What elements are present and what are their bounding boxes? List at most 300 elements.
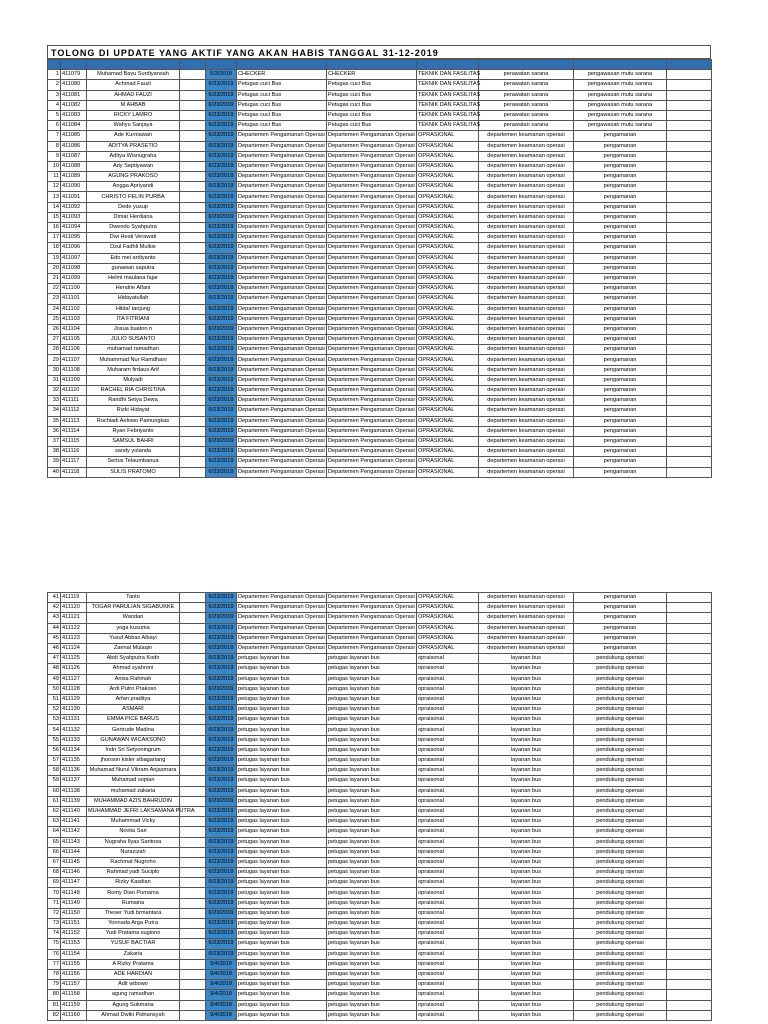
table-row xyxy=(48,939,712,949)
cell-join-date: 6/23/2019 xyxy=(206,467,237,477)
cell-direktorat: opraisonal xyxy=(417,898,479,908)
cell-status xyxy=(667,172,712,182)
cell-no: 25 xyxy=(48,314,61,324)
col-header-jabatan-pajak xyxy=(237,60,327,70)
cell-join-date: 6/23/2019 xyxy=(206,243,237,253)
cell-no: 12 xyxy=(48,182,61,192)
cell-nip-lama xyxy=(180,284,206,294)
table-row xyxy=(48,857,712,867)
cell-nama: MUHAMMAD AZIS BAHRUDIN xyxy=(87,796,180,806)
cell-nip-lama xyxy=(180,121,206,131)
cell-jabatan-pajak: Departemen Pengamanan Operasi xyxy=(237,253,327,263)
cell-nip-lama xyxy=(180,674,206,684)
cell-direktorat: opraisonal xyxy=(417,694,479,704)
cell-unit: pendukung operasi xyxy=(574,929,667,939)
cell-nip-lama xyxy=(180,131,206,141)
cell-nip-lama xyxy=(180,623,206,633)
cell-unit: pengamanan xyxy=(574,314,667,324)
cell-nama: Yonnada Arga Putra xyxy=(87,919,180,929)
cell-no: 18 xyxy=(48,243,61,253)
cell-status xyxy=(667,324,712,334)
col-header-direktorat xyxy=(417,60,479,70)
table-row xyxy=(48,426,712,436)
cell-no: 60 xyxy=(48,786,61,796)
cell-status xyxy=(667,294,712,304)
cell-nama: Dede yusup xyxy=(87,202,180,212)
table-row xyxy=(48,725,712,735)
cell-departemen: departemen keamanan operasi xyxy=(479,161,574,171)
cell-departemen: layanan bus xyxy=(479,908,574,918)
cell-nip: 411090 xyxy=(61,182,87,192)
cell-jabatan-pajak: Petugas cuci Bus xyxy=(237,100,327,110)
cell-unit: pendukung operasi xyxy=(574,857,667,867)
cell-direktorat: opraisonal xyxy=(417,684,479,694)
cell-jabatan-pajak: Departemen Pengamanan Operasi xyxy=(237,355,327,365)
cell-status xyxy=(667,1000,712,1010)
cell-join-date: 6/23/2019 xyxy=(206,365,237,375)
cell-direktorat: OPRASIONAL xyxy=(417,375,479,385)
cell-join-date: 6/23/2019 xyxy=(206,121,237,131)
table-row xyxy=(48,161,712,171)
cell-join-date: 6/23/2019 xyxy=(206,949,237,959)
cell-status xyxy=(667,100,712,110)
cell-jabatan-pajak: Departemen Pengamanan Operasi xyxy=(237,613,327,623)
cell-no: 54 xyxy=(48,725,61,735)
table-row xyxy=(48,735,712,745)
cell-departemen: layanan bus xyxy=(479,684,574,694)
cell-nip: 411083 xyxy=(61,110,87,120)
cell-no: 81 xyxy=(48,1000,61,1010)
cell-nip: 411115 xyxy=(61,436,87,446)
cell-join-date: 9/4/2019 xyxy=(206,990,237,1000)
cell-departemen: departemen keamanan operasi xyxy=(479,406,574,416)
cell-nip-lama xyxy=(180,223,206,233)
cell-jabatan: petugas layanan bus xyxy=(327,1000,417,1010)
cell-nip: 411105 xyxy=(61,335,87,345)
cell-jabatan-pajak: petugas layanan bus xyxy=(237,939,327,949)
cell-jabatan: petugas layanan bus xyxy=(327,939,417,949)
cell-nama: EMMA PICE BARUS xyxy=(87,715,180,725)
cell-no: 39 xyxy=(48,457,61,467)
cell-departemen: departemen keamanan operasi xyxy=(479,365,574,375)
cell-direktorat: TEKNIK DAN FASILITAS xyxy=(417,80,479,90)
cell-nip-lama xyxy=(180,212,206,222)
cell-unit: pengamanan xyxy=(574,603,667,613)
cell-join-date: 9/4/2019 xyxy=(206,1010,237,1020)
cell-nip-lama xyxy=(180,345,206,355)
cell-nip: 411160 xyxy=(61,1010,87,1020)
cell-nip-lama xyxy=(180,980,206,990)
cell-direktorat: OPRASIONAL xyxy=(417,633,479,643)
cell-unit: pengamanan xyxy=(574,294,667,304)
cell-jabatan-pajak: petugas layanan bus xyxy=(237,949,327,959)
cell-status xyxy=(667,355,712,365)
cell-departemen: departemen keamanan operasi xyxy=(479,593,574,603)
cell-jabatan: Departemen Pengamanan Operasi xyxy=(327,192,417,202)
cell-nama: Hilda! tanjung xyxy=(87,304,180,314)
col-header-no xyxy=(48,60,61,70)
cell-direktorat: opraisonal xyxy=(417,847,479,857)
cell-no: 49 xyxy=(48,674,61,684)
cell-join-date: 6/23/2019 xyxy=(206,426,237,436)
cell-nip-lama xyxy=(180,263,206,273)
cell-jabatan-pajak: Departemen Pengamanan Operasi xyxy=(237,396,327,406)
cell-jabatan: Departemen Pengamanan Operasi xyxy=(327,141,417,151)
col-header-nama xyxy=(87,60,180,70)
cell-departemen: departemen keamanan operasi xyxy=(479,436,574,446)
cell-unit: pendukung operasi xyxy=(574,990,667,1000)
table-row xyxy=(48,386,712,396)
cell-jabatan-pajak: petugas layanan bus xyxy=(237,684,327,694)
table-row xyxy=(48,817,712,827)
cell-join-date: 6/23/2019 xyxy=(206,396,237,406)
cell-nip-lama xyxy=(180,969,206,979)
cell-nip: 411107 xyxy=(61,355,87,365)
cell-jabatan-pajak: petugas layanan bus xyxy=(237,898,327,908)
cell-no: 7 xyxy=(48,131,61,141)
cell-nip: 411132 xyxy=(61,725,87,735)
cell-unit: pendukung operasi xyxy=(574,898,667,908)
cell-nama: Romy Dian Pumama xyxy=(87,888,180,898)
cell-status xyxy=(667,868,712,878)
cell-nama: Zaenal Mulaqin xyxy=(87,643,180,653)
cell-status xyxy=(667,674,712,684)
cell-jabatan-pajak: Departemen Pengamanan Operasi xyxy=(237,202,327,212)
cell-nip-lama xyxy=(180,949,206,959)
cell-join-date: 6/23/2019 xyxy=(206,324,237,334)
cell-no: 43 xyxy=(48,613,61,623)
cell-departemen: layanan bus xyxy=(479,776,574,786)
cell-unit: pengamanan xyxy=(574,467,667,477)
cell-nip: 411121 xyxy=(61,613,87,623)
cell-status xyxy=(667,705,712,715)
cell-jabatan-pajak: petugas layanan bus xyxy=(237,806,327,816)
cell-status xyxy=(667,878,712,888)
cell-jabatan-pajak: petugas layanan bus xyxy=(237,786,327,796)
cell-nip-lama xyxy=(180,172,206,182)
cell-unit: pendukung operasi xyxy=(574,715,667,725)
cell-jabatan-pajak: petugas layanan bus xyxy=(237,837,327,847)
cell-no: 63 xyxy=(48,817,61,827)
cell-unit: pendukung operasi xyxy=(574,654,667,664)
cell-join-date: 6/23/2019 xyxy=(206,654,237,664)
cell-direktorat: opraisonal xyxy=(417,939,479,949)
cell-jabatan-pajak: Departemen Pengamanan Operasi xyxy=(237,263,327,273)
cell-nip-lama xyxy=(180,365,206,375)
cell-nip: 411100 xyxy=(61,284,87,294)
cell-nip-lama xyxy=(180,192,206,202)
cell-nip: 411079 xyxy=(61,70,87,80)
cell-status xyxy=(667,939,712,949)
cell-departemen: departemen keamanan operasi xyxy=(479,304,574,314)
cell-no: 28 xyxy=(48,345,61,355)
cell-nip: 411145 xyxy=(61,857,87,867)
cell-jabatan: Departemen Pengamanan Operasi xyxy=(327,284,417,294)
table-row xyxy=(48,633,712,643)
cell-nip: 411089 xyxy=(61,172,87,182)
table-row xyxy=(48,664,712,674)
cell-nip: 411129 xyxy=(61,694,87,704)
cell-direktorat: OPRASIONAL xyxy=(417,324,479,334)
table-row xyxy=(48,314,712,324)
cell-direktorat: OPRASIONAL xyxy=(417,355,479,365)
table-row xyxy=(48,796,712,806)
cell-nama: ITA FITRIANI xyxy=(87,314,180,324)
cell-jabatan-pajak: CHECKER xyxy=(237,70,327,80)
cell-status xyxy=(667,959,712,969)
cell-nip: 411136 xyxy=(61,766,87,776)
cell-nip-lama xyxy=(180,878,206,888)
cell-direktorat: OPRASIONAL xyxy=(417,192,479,202)
cell-direktorat: OPRASIONAL xyxy=(417,345,479,355)
cell-jabatan: Departemen Pengamanan Operasi xyxy=(327,263,417,273)
cell-no: 50 xyxy=(48,684,61,694)
cell-unit: pengamanan xyxy=(574,416,667,426)
cell-status xyxy=(667,202,712,212)
cell-jabatan-pajak: Departemen Pengamanan Operasi xyxy=(237,436,327,446)
cell-jabatan: petugas layanan bus xyxy=(327,888,417,898)
cell-jabatan: Departemen Pengamanan Operasi xyxy=(327,633,417,643)
cell-nip-lama xyxy=(180,603,206,613)
cell-join-date: 6/23/2019 xyxy=(206,664,237,674)
cell-status xyxy=(667,898,712,908)
cell-direktorat: OPRASIONAL xyxy=(417,603,479,613)
cell-nama: Rizky Kasdian xyxy=(87,878,180,888)
table-row xyxy=(48,603,712,613)
cell-jabatan-pajak: petugas layanan bus xyxy=(237,908,327,918)
cell-nama: Ady Septiyawan xyxy=(87,161,180,171)
cell-no: 70 xyxy=(48,888,61,898)
cell-jabatan: Departemen Pengamanan Operasi xyxy=(327,467,417,477)
cell-departemen: layanan bus xyxy=(479,817,574,827)
cell-join-date: 6/23/2019 xyxy=(206,837,237,847)
cell-join-date: 9/4/2019 xyxy=(206,969,237,979)
cell-join-date: 6/23/2019 xyxy=(206,416,237,426)
cell-jabatan-pajak: Departemen Pengamanan Operasi xyxy=(237,223,327,233)
cell-status xyxy=(667,1010,712,1020)
cell-jabatan: petugas layanan bus xyxy=(327,990,417,1000)
cell-jabatan-pajak: Departemen Pengamanan Operasi xyxy=(237,345,327,355)
table-row xyxy=(48,375,712,385)
cell-jabatan: Departemen Pengamanan Operasi xyxy=(327,457,417,467)
cell-nama: Theser Yudi brmantara xyxy=(87,908,180,918)
cell-status xyxy=(667,223,712,233)
cell-nip-lama xyxy=(180,929,206,939)
cell-direktorat: OPRASIONAL xyxy=(417,161,479,171)
cell-nip: 411125 xyxy=(61,654,87,664)
cell-nama: Agung Sukmana xyxy=(87,1000,180,1010)
cell-status xyxy=(667,603,712,613)
cell-status xyxy=(667,888,712,898)
cell-direktorat: OPRASIONAL xyxy=(417,457,479,467)
cell-nip-lama xyxy=(180,467,206,477)
table-body-page-1 xyxy=(48,70,712,478)
cell-departemen: layanan bus xyxy=(479,786,574,796)
cell-direktorat: opraisonal xyxy=(417,766,479,776)
cell-nip-lama xyxy=(180,908,206,918)
table-body-page-2 xyxy=(48,593,712,1021)
table-row xyxy=(48,467,712,477)
table-row xyxy=(48,396,712,406)
table-row xyxy=(48,929,712,939)
cell-unit: pendukung operasi xyxy=(574,745,667,755)
cell-jabatan: Departemen Pengamanan Operasi xyxy=(327,212,417,222)
cell-direktorat: OPRASIONAL xyxy=(417,284,479,294)
cell-nip-lama xyxy=(180,796,206,806)
cell-direktorat: OPRASIONAL xyxy=(417,263,479,273)
cell-status xyxy=(667,416,712,426)
cell-direktorat: OPRASIONAL xyxy=(417,223,479,233)
cell-unit: pengamanan xyxy=(574,613,667,623)
table-row xyxy=(48,766,712,776)
cell-departemen: departemen keamanan operasi xyxy=(479,633,574,643)
cell-no: 59 xyxy=(48,776,61,786)
cell-status xyxy=(667,386,712,396)
cell-nama: Abdi Syahputra Kodir xyxy=(87,654,180,664)
cell-jabatan: petugas layanan bus xyxy=(327,898,417,908)
cell-departemen: departemen keamanan operasi xyxy=(479,335,574,345)
cell-no: 8 xyxy=(48,141,61,151)
cell-unit: pendukung operasi xyxy=(574,847,667,857)
cell-direktorat: opraisonal xyxy=(417,878,479,888)
table-row xyxy=(48,365,712,375)
cell-status xyxy=(667,304,712,314)
cell-nip-lama xyxy=(180,406,206,416)
cell-nama: Indri Sri Setyoningrum xyxy=(87,745,180,755)
cell-status xyxy=(667,847,712,857)
cell-jabatan: petugas layanan bus xyxy=(327,745,417,755)
cell-jabatan-pajak: petugas layanan bus xyxy=(237,959,327,969)
cell-nama: muhamad zakaria xyxy=(87,786,180,796)
cell-nama: Hidayatullah xyxy=(87,294,180,304)
cell-unit: pengamanan xyxy=(574,436,667,446)
cell-no: 17 xyxy=(48,233,61,243)
table-row xyxy=(48,654,712,664)
cell-nip: 411149 xyxy=(61,898,87,908)
cell-nip: 411113 xyxy=(61,416,87,426)
cell-status xyxy=(667,908,712,918)
cell-departemen: departemen keamanan operasi xyxy=(479,212,574,222)
cell-jabatan-pajak: Departemen Pengamanan Operasi xyxy=(237,603,327,613)
cell-direktorat: opraisonal xyxy=(417,806,479,816)
cell-jabatan-pajak: Petugas cuci Bus xyxy=(237,110,327,120)
cell-join-date: 6/23/2019 xyxy=(206,202,237,212)
cell-nip-lama xyxy=(180,294,206,304)
cell-direktorat: OPRASIONAL xyxy=(417,396,479,406)
cell-jabatan: petugas layanan bus xyxy=(327,654,417,664)
cell-no: 68 xyxy=(48,868,61,878)
cell-jabatan: petugas layanan bus xyxy=(327,1010,417,1020)
cell-jabatan: petugas layanan bus xyxy=(327,806,417,816)
cell-nip-lama xyxy=(180,355,206,365)
cell-no: 29 xyxy=(48,355,61,365)
cell-join-date: 6/23/2019 xyxy=(206,603,237,613)
cell-nip-lama xyxy=(180,324,206,334)
cell-join-date: 6/23/2019 xyxy=(206,90,237,100)
cell-nip-lama xyxy=(180,857,206,867)
cell-status xyxy=(667,182,712,192)
cell-unit: pendukung operasi xyxy=(574,939,667,949)
table-row xyxy=(48,202,712,212)
cell-status xyxy=(667,796,712,806)
cell-nip-lama xyxy=(180,202,206,212)
cell-jabatan: Departemen Pengamanan Operasi xyxy=(327,375,417,385)
cell-jabatan-pajak: Departemen Pengamanan Operasi xyxy=(237,294,327,304)
cell-jabatan: petugas layanan bus xyxy=(327,908,417,918)
cell-status xyxy=(667,980,712,990)
cell-no: 62 xyxy=(48,806,61,816)
cell-direktorat: opraisonal xyxy=(417,725,479,735)
cell-join-date: 6/23/2019 xyxy=(206,786,237,796)
cell-jabatan: Departemen Pengamanan Operasi xyxy=(327,294,417,304)
cell-direktorat: TEKNIK DAN FASILITAS xyxy=(417,70,479,80)
cell-status xyxy=(667,263,712,273)
cell-join-date: 6/23/2019 xyxy=(206,888,237,898)
cell-nip: 411142 xyxy=(61,827,87,837)
cell-departemen: departemen keamanan operasi xyxy=(479,202,574,212)
cell-nip: 411096 xyxy=(61,243,87,253)
cell-departemen: layanan bus xyxy=(479,990,574,1000)
table-row xyxy=(48,141,712,151)
cell-nip: 411099 xyxy=(61,273,87,283)
cell-jabatan: Departemen Pengamanan Operasi xyxy=(327,436,417,446)
table-row xyxy=(48,416,712,426)
cell-status xyxy=(667,715,712,725)
cell-unit: pengamanan xyxy=(574,161,667,171)
cell-no: 48 xyxy=(48,664,61,674)
cell-status xyxy=(667,725,712,735)
cell-jabatan-pajak: Departemen Pengamanan Operasi xyxy=(237,182,327,192)
cell-unit: pengamanan xyxy=(574,131,667,141)
cell-direktorat: TEKNIK DAN FASILITAS xyxy=(417,90,479,100)
cell-unit: pendukung operasi xyxy=(574,868,667,878)
cell-status xyxy=(667,365,712,375)
table-row xyxy=(48,674,712,684)
cell-jabatan-pajak: Departemen Pengamanan Operasi xyxy=(237,633,327,643)
cell-jabatan: petugas layanan bus xyxy=(327,664,417,674)
cell-join-date: 6/23/2019 xyxy=(206,273,237,283)
cell-departemen: departemen keamanan operasi xyxy=(479,447,574,457)
cell-nama: Arfan praditya xyxy=(87,694,180,704)
cell-jabatan-pajak: petugas layanan bus xyxy=(237,969,327,979)
cell-jabatan: Petugas cuci Bus xyxy=(327,110,417,120)
cell-status xyxy=(667,375,712,385)
cell-departemen: layanan bus xyxy=(479,929,574,939)
table-row xyxy=(48,593,712,603)
employee-table-page-1 xyxy=(47,59,712,478)
cell-jabatan-pajak: Departemen Pengamanan Operasi xyxy=(237,161,327,171)
cell-direktorat: OPRASIONAL xyxy=(417,172,479,182)
cell-nama: Sertus Telaumbanua xyxy=(87,457,180,467)
cell-nip: 411141 xyxy=(61,817,87,827)
cell-nip: 411102 xyxy=(61,304,87,314)
cell-jabatan-pajak: petugas layanan bus xyxy=(237,725,327,735)
cell-no: 2 xyxy=(48,80,61,90)
cell-direktorat: opraisonal xyxy=(417,674,479,684)
cell-unit: pengamanan xyxy=(574,386,667,396)
cell-direktorat: OPRASIONAL xyxy=(417,233,479,243)
cell-jabatan: Departemen Pengamanan Operasi xyxy=(327,253,417,263)
cell-jabatan-pajak: Departemen Pengamanan Operasi xyxy=(237,406,327,416)
cell-unit: pendukung operasi xyxy=(574,827,667,837)
cell-nip-lama xyxy=(180,715,206,725)
cell-departemen: departemen keamanan operasi xyxy=(479,386,574,396)
cell-join-date: 6/23/2019 xyxy=(206,182,237,192)
cell-direktorat: opraisonal xyxy=(417,868,479,878)
cell-join-date: 6/23/2019 xyxy=(206,715,237,725)
cell-unit: pendukung operasi xyxy=(574,959,667,969)
cell-jabatan-pajak: Departemen Pengamanan Operasi xyxy=(237,284,327,294)
